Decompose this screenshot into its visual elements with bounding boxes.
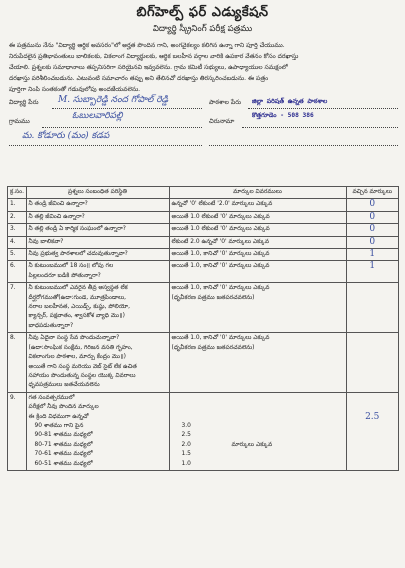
scale-range: 90-81 శాతము మధ్యలో [34,432,93,439]
scale-points: 2.5 [181,432,191,439]
row-criteria: ఉన్నచో '0' లేకుంటే '2.0' మార్కులు ఎక్కువ [169,199,346,211]
scale-points: 1.0 [181,460,191,467]
intro-line-2: నిరుపేదలైన ప్రతిభావంతులు బాలికలకు, వికలాంగ విద్యార్థులకు, ఆర్థిక బలహీన వర్గాల వారికి ఉపకార వేతనం కోసం దరఖాస్తు [9,53,299,60]
address-label: చిరునామా [209,118,235,125]
table-row [8,333,399,392]
row-criteria: అయితే 1.0, కానిచో '0' మార్కులు ఎక్కువ [169,249,346,261]
scale-points: 1.5 [181,451,191,458]
intro-line-1: ఈ పత్రమును నేను "విద్యార్థి ఆర్థిక అవసరం"లో అర్హత పొందిన గాని, అంగవైకల్యం కలిగిన ఉన్నా గాని పూర్తి చేయుము. [9,42,285,49]
table-row [8,261,399,283]
intro-line-5: పూర్తిగా నింపి సంతకంతో గడువులోపు అందజేయవలెను. [9,86,141,93]
mandal-value: మ. కోడూరు (మం) కడప [22,131,110,141]
row-score: 0 [346,224,399,236]
scale-range: 90 శాతము గాని పైన [34,422,84,429]
table-row [8,236,399,248]
student-name-label: విద్యార్థి పేరు [9,99,39,106]
school-label: పాఠశాల పేరు [209,99,242,106]
row-criteria: అయితే 1.0, కానిచో '0' మార్కులు ఎక్కువ [169,261,346,283]
row-criteria: లేకుంటే 2.0 ఉన్నచో '0' మార్కులు ఎక్కువ [169,236,346,248]
header-sno: క్ర.సం. [8,187,27,199]
village-label: గ్రామము [9,118,30,125]
row-criteria: అయితే 1.0 లేకుంటే '0' మార్కులు ఎక్కువ [169,224,346,236]
screening-table [7,186,399,471]
row-question: గత సంవత్సరములో పరీక్షలో నీవు పొందిన మార్కుల ఈ క్రింది విధముగా ఉన్నచో 90 శాతము గాని పైన 90-81 శాతము మధ్యలో 80-71 శాతము మధ్యలో 70-61 శాతము మధ్యలో 60-51 శాతము మధ్యలో [26,392,169,470]
scale-range: 60-51 శాతము మధ్యలో [34,460,93,467]
row-question: నీ తల్లి జీవించి ఉన్నారా? [26,211,169,223]
header-score: వచ్చిన మార్కులు [346,187,399,199]
address-stamp: కొత్తగూడెం - 508 386 [252,112,314,119]
row-question: నీవు ప్రభుత్వ పాఠశాలలో చదువుతున్నావా? [26,249,169,261]
row-question: నీ కుటుంబములో 18 సం॥ లోపు గల పిల్లలందరూ బడికి పోతున్నారా? [26,261,169,283]
village-line [42,127,202,128]
table-header-row [8,187,399,199]
row-number: 9. [8,392,27,470]
row-question: నీ కుటుంబములో ఎవరైన తీవ్ర అస్వస్థత లేక దీర్ఘరోగముతో(ఉదా:గుండె, మూత్రపిండాలు, నరాల బలహీనత, ఎయిడ్స్, కుష్ఠు, పోలియో, క్యాన్సర్, పక్షవాతం, శ్వాసకోశ వ్యాధి మొ॥) బాధపడుతున్నారా? [26,283,169,333]
row-criteria: అయితే 1.0, కానిచో '0' మార్కులు ఎక్కువ (ధృవీకరణ పత్రము జతపరచవలెను) [169,283,346,333]
scale-range: 80-71 శాతము మధ్యలో [34,441,93,448]
row-criteria: అయితే 1.0 లేకుంటే '0' మార్కులు ఎక్కువ [169,211,346,223]
row-score [346,333,399,392]
row-number: 3. [8,224,27,236]
row-number: 4. [8,236,27,248]
row-question: నీ తల్లి తండ్రి ఏ కార్మిక సంఘంలో ఉన్నారా? [26,224,169,236]
form-subtitle: విద్యార్థి స్క్రీనింగ్ పరీక్ష పత్రము [152,24,253,34]
table-row [8,283,399,333]
table-row [8,224,399,236]
table-row [8,392,399,470]
student-name-value: M. సుబ్బారెడ్డి నంద గోపాల్ రెడ్డి [58,95,169,105]
row-number: 7. [8,283,27,333]
mandal-line [9,145,202,146]
row-score [346,283,399,333]
row-score: 0 [346,211,399,223]
intro-line-3: చేయాలి. ప్రశ్నలకు సమాధానాలు తప్పనిసరిగా సరియైనవి ఇవ్వవలెను. గ్రామ కమిటీ సభ్యులు, ఉపాధ్యాయుల సమక్షంలో [9,64,288,71]
school-line [248,108,398,109]
row-score: 1 [346,261,399,283]
row-score: 2.5 [346,392,399,470]
scale-points: 3.0 [181,422,191,429]
form-title: బిగ్‌హెల్ప్ ఫర్ ఎడ్యుకేషన్ [136,5,269,20]
scale-range: 70-61 శాతము మధ్యలో [34,451,93,458]
row-question: నీవు బాలికవా? [26,236,169,248]
row-question: నీవు ఏదైనా సంస్థ సేవ పొందుచున్నావా? (ఉదా:సాంఘిక సంక్షేమ, గిరిజన వసతి గృహం, వికలాంగుల పాఠశాల, మార్పు కేంద్రం మొ॥) అయితే గాని సంస్థ మరియు వెబ్ సైట్ లేక ఉచిత సహాయం పొందుతున్న సంస్థల యొక్క వివరాలు ధృవపత్రములు జతచేయవలెను [26,333,169,392]
student-name-line [52,108,202,109]
row-number: 5. [8,249,27,261]
intro-line-4: దరఖాస్తు పరిశీలించబడును. ఎటువంటి సమాచారం తప్పు అని తేలినచో దరఖాస్తు తిరస్కరించబడును. ఈ పత్రం [9,75,269,82]
header-criteria: మార్కుల వివరములు [169,187,346,199]
address-line [242,127,398,128]
row-criteria: అయితే 1.0, కానిచో '0' మార్కులు ఎక్కువ (ధృవీకరణ పత్రము జతపరచవలెను) [169,333,346,392]
table-row [8,249,399,261]
row-number: 1. [8,199,27,211]
school-stamp: జిల్లా పరిషత్ ఉన్నత పాఠశాల [252,98,328,105]
village-value: ఓబులవారిపల్లి [72,111,123,121]
row-number: 6. [8,261,27,283]
row-number: 8. [8,333,27,392]
row-question: నీ తండ్రి జీవించి ఉన్నారా? [26,199,169,211]
extra-line [209,145,398,146]
scale-criteria: మార్కులు ఎక్కువ [231,441,273,448]
row-criteria [169,392,346,470]
table-row [8,211,399,223]
row-score: 0 [346,199,399,211]
scale-points: 2.0 మార్కులు ఎక్కువ [172,441,344,450]
row-number: 2. [8,211,27,223]
header-question: ప్రశ్నలు సంబంధిత పరిస్థితి [26,187,169,199]
row-score: 1 [346,249,399,261]
table-row [8,199,399,211]
row-score: 0 [346,236,399,248]
